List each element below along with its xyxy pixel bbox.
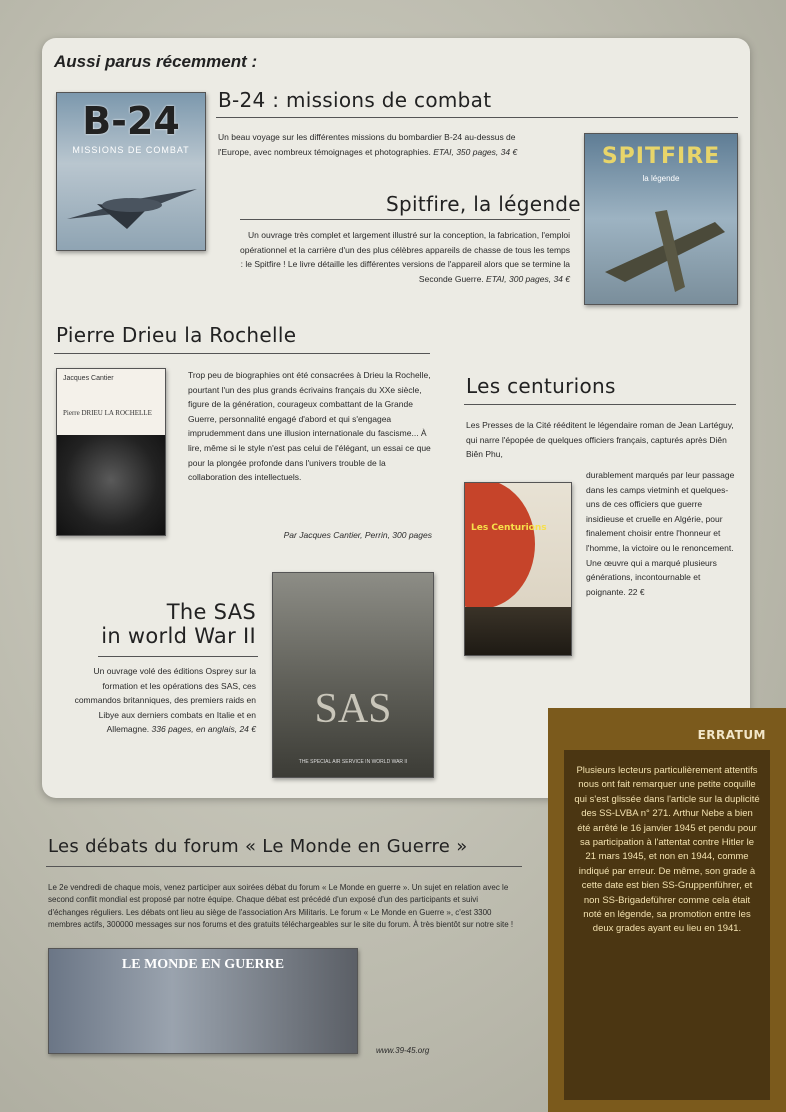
centurions-cover-sun xyxy=(464,482,535,609)
spitfire-plane-illustration xyxy=(585,192,737,302)
b24-text xyxy=(218,130,528,159)
b24-description: Un beau voyage sur les différentes missions du bombardier B-24 au-dessus de l'Europe, avec nombreux témoignages et photographies. xyxy=(218,132,516,157)
forum-banner xyxy=(48,948,358,1054)
b24-cover-subtitle: MISSIONS DE COMBAT xyxy=(72,145,190,155)
erratum-text: Plusieurs lecteurs particulièrement attentifs nous ont fait remarquer une petite coquille qui s'est glissée dans l'article sur la duplicité des SS-LVBA n° 271. Arthur Nebe a bien été arrêté le 16 janvier 1945 et pendu pour sa participation à l'attentat contre Hitler le 21 mars 1945, et non en 1944, comme indiqué par erreur. De même, son grade à cette date est bien SS-Gruppenführer, et non SS-Brigadeführer comme cela était noté en légende, sa promotion entre les deux grades ayant eu lieu en 1941. xyxy=(574,765,760,935)
forum-rule xyxy=(46,866,522,867)
drieu-text xyxy=(188,368,432,485)
sas-cover xyxy=(272,572,434,778)
b24-meta: ETAI, 350 pages, 34 € xyxy=(433,146,518,157)
spitfire-cover-title: SPITFIRE xyxy=(601,144,721,169)
drieu-portrait xyxy=(57,435,165,535)
b24-cover xyxy=(56,92,206,251)
drieu-cover-title: Pierre DRIEU LA ROCHELLE xyxy=(63,409,152,417)
b24-heading: B-24 : missions de combat xyxy=(218,88,492,112)
sas-cover-title: SAS xyxy=(314,686,392,732)
forum-banner-title: LE MONDE EN GUERRE xyxy=(121,957,285,972)
erratum-sidebar xyxy=(548,708,786,1112)
spitfire-heading: Spitfire, la légende xyxy=(386,192,581,216)
forum-heading: Les débats du forum « Le Monde en Guerre » xyxy=(48,836,468,857)
drieu-cover-author: Jacques Cantier xyxy=(63,375,114,382)
drieu-cover xyxy=(56,368,166,536)
b24-rule xyxy=(216,117,738,118)
forum-text: Le 2e vendredi de chaque mois, venez participer aux soirées débat du forum « Le Monde en guerre ». Un sujet en relation avec le second conflit mondial est proposé par notre équipe. Chaque débat est précédé d'un exposé d'un des participants et suivi d'échanges réguliers. Les débats ont lieu au siège de l'association Ars Militaris. Le forum « Le Monde en Guerre », c'est 3300 membres actifs, 300000 messages sur nos forums et des gratuits téléchargeables sur le site du forum. À très bientôt sur notre site ! xyxy=(48,883,514,930)
forum-url[interactable]: www.39-45.org xyxy=(376,1046,430,1055)
spitfire-text xyxy=(240,228,570,286)
erratum-title: ERRATUM xyxy=(697,728,766,742)
centurions-cover xyxy=(464,482,572,656)
sas-meta: 336 pages, en anglais, 24 € xyxy=(151,724,256,735)
spitfire-cover-subtitle: la légende xyxy=(642,174,680,183)
centurions-cover-soldiers xyxy=(465,607,571,655)
section-title: Aussi parus récemment : xyxy=(54,52,258,71)
centurions-text-top: Les Presses de la Cité rééditent le légendaire roman de Jean Lartéguy, qui narre l'épopée de quelques officiers français, capturés après Diên Biên Phu, xyxy=(466,420,734,460)
sas-heading-line1: The SAS xyxy=(166,600,256,624)
centurions-rule xyxy=(464,404,736,405)
centurions-heading: Les centurions xyxy=(466,374,616,398)
centurions-cover-title: Les Centurions xyxy=(471,523,547,533)
sas-description: Un ouvrage volé des éditions Osprey sur la formation et les opérations des SAS, ces commandos britanniques, des premiers raids en Libye aux derniers combats en Italie et en Allemagne. xyxy=(74,666,256,735)
sas-text xyxy=(72,664,256,737)
drieu-description: Trop peu de biographies ont été consacrées à Drieu la Rochelle, pourtant l'un des plus grands écrivains français du XXe siècle, figure de la génération, courageux combattant de la Grande Guerre, personnalité engagé d'abord et qui s'engagea imprudemment dans une illusion internationale du fascisme... À lire, même si le style n'est pas celui de l'élégant, un essai ce que pour la plongée profonde dans l'univers trouble de la collaboration des intellectuels. xyxy=(188,370,431,483)
spitfire-rule xyxy=(240,219,570,220)
erratum-box xyxy=(564,750,770,1100)
drieu-rule xyxy=(54,353,430,354)
sas-cover-subtitle: THE SPECIAL AIR SERVICE IN WORLD WAR II xyxy=(298,759,408,765)
spitfire-cover xyxy=(584,133,738,305)
drieu-meta: Par Jacques Cantier, Perrin, 300 pages xyxy=(283,530,432,540)
b24-bomber-illustration xyxy=(57,159,205,249)
centurions-meta: 22 € xyxy=(628,586,645,597)
sas-rule xyxy=(98,656,258,657)
drieu-heading: Pierre Drieu la Rochelle xyxy=(56,323,297,347)
spitfire-description: Un ouvrage très complet et largement illustré sur la conception, la fabrication, l'emploi opérationnel et la carrière d'un des plus célèbres appareils de chasse de tous les temps : le Spitfire ! Le livre détaille les différentes versions de l'appareil alors que se termine la Seconde Guerre. xyxy=(240,230,571,284)
centurions-description: durablement marqués par leur passage dans les camps vietminh et quelques-uns de ces officiers que guerre insidieuse et cruelle en Algérie, pour finalement choisir entre l'honneur et l'homme, la victoire ou le renoncement. Une œuvre qui a marqué plusieurs générations, incontournable et poignante. xyxy=(586,470,735,597)
spitfire-meta: ETAI, 300 pages, 34 € xyxy=(486,273,570,284)
sas-heading-line2: in world War II xyxy=(101,624,256,648)
b24-cover-title: B-24 xyxy=(82,99,180,143)
centurions-text-side xyxy=(586,468,738,599)
